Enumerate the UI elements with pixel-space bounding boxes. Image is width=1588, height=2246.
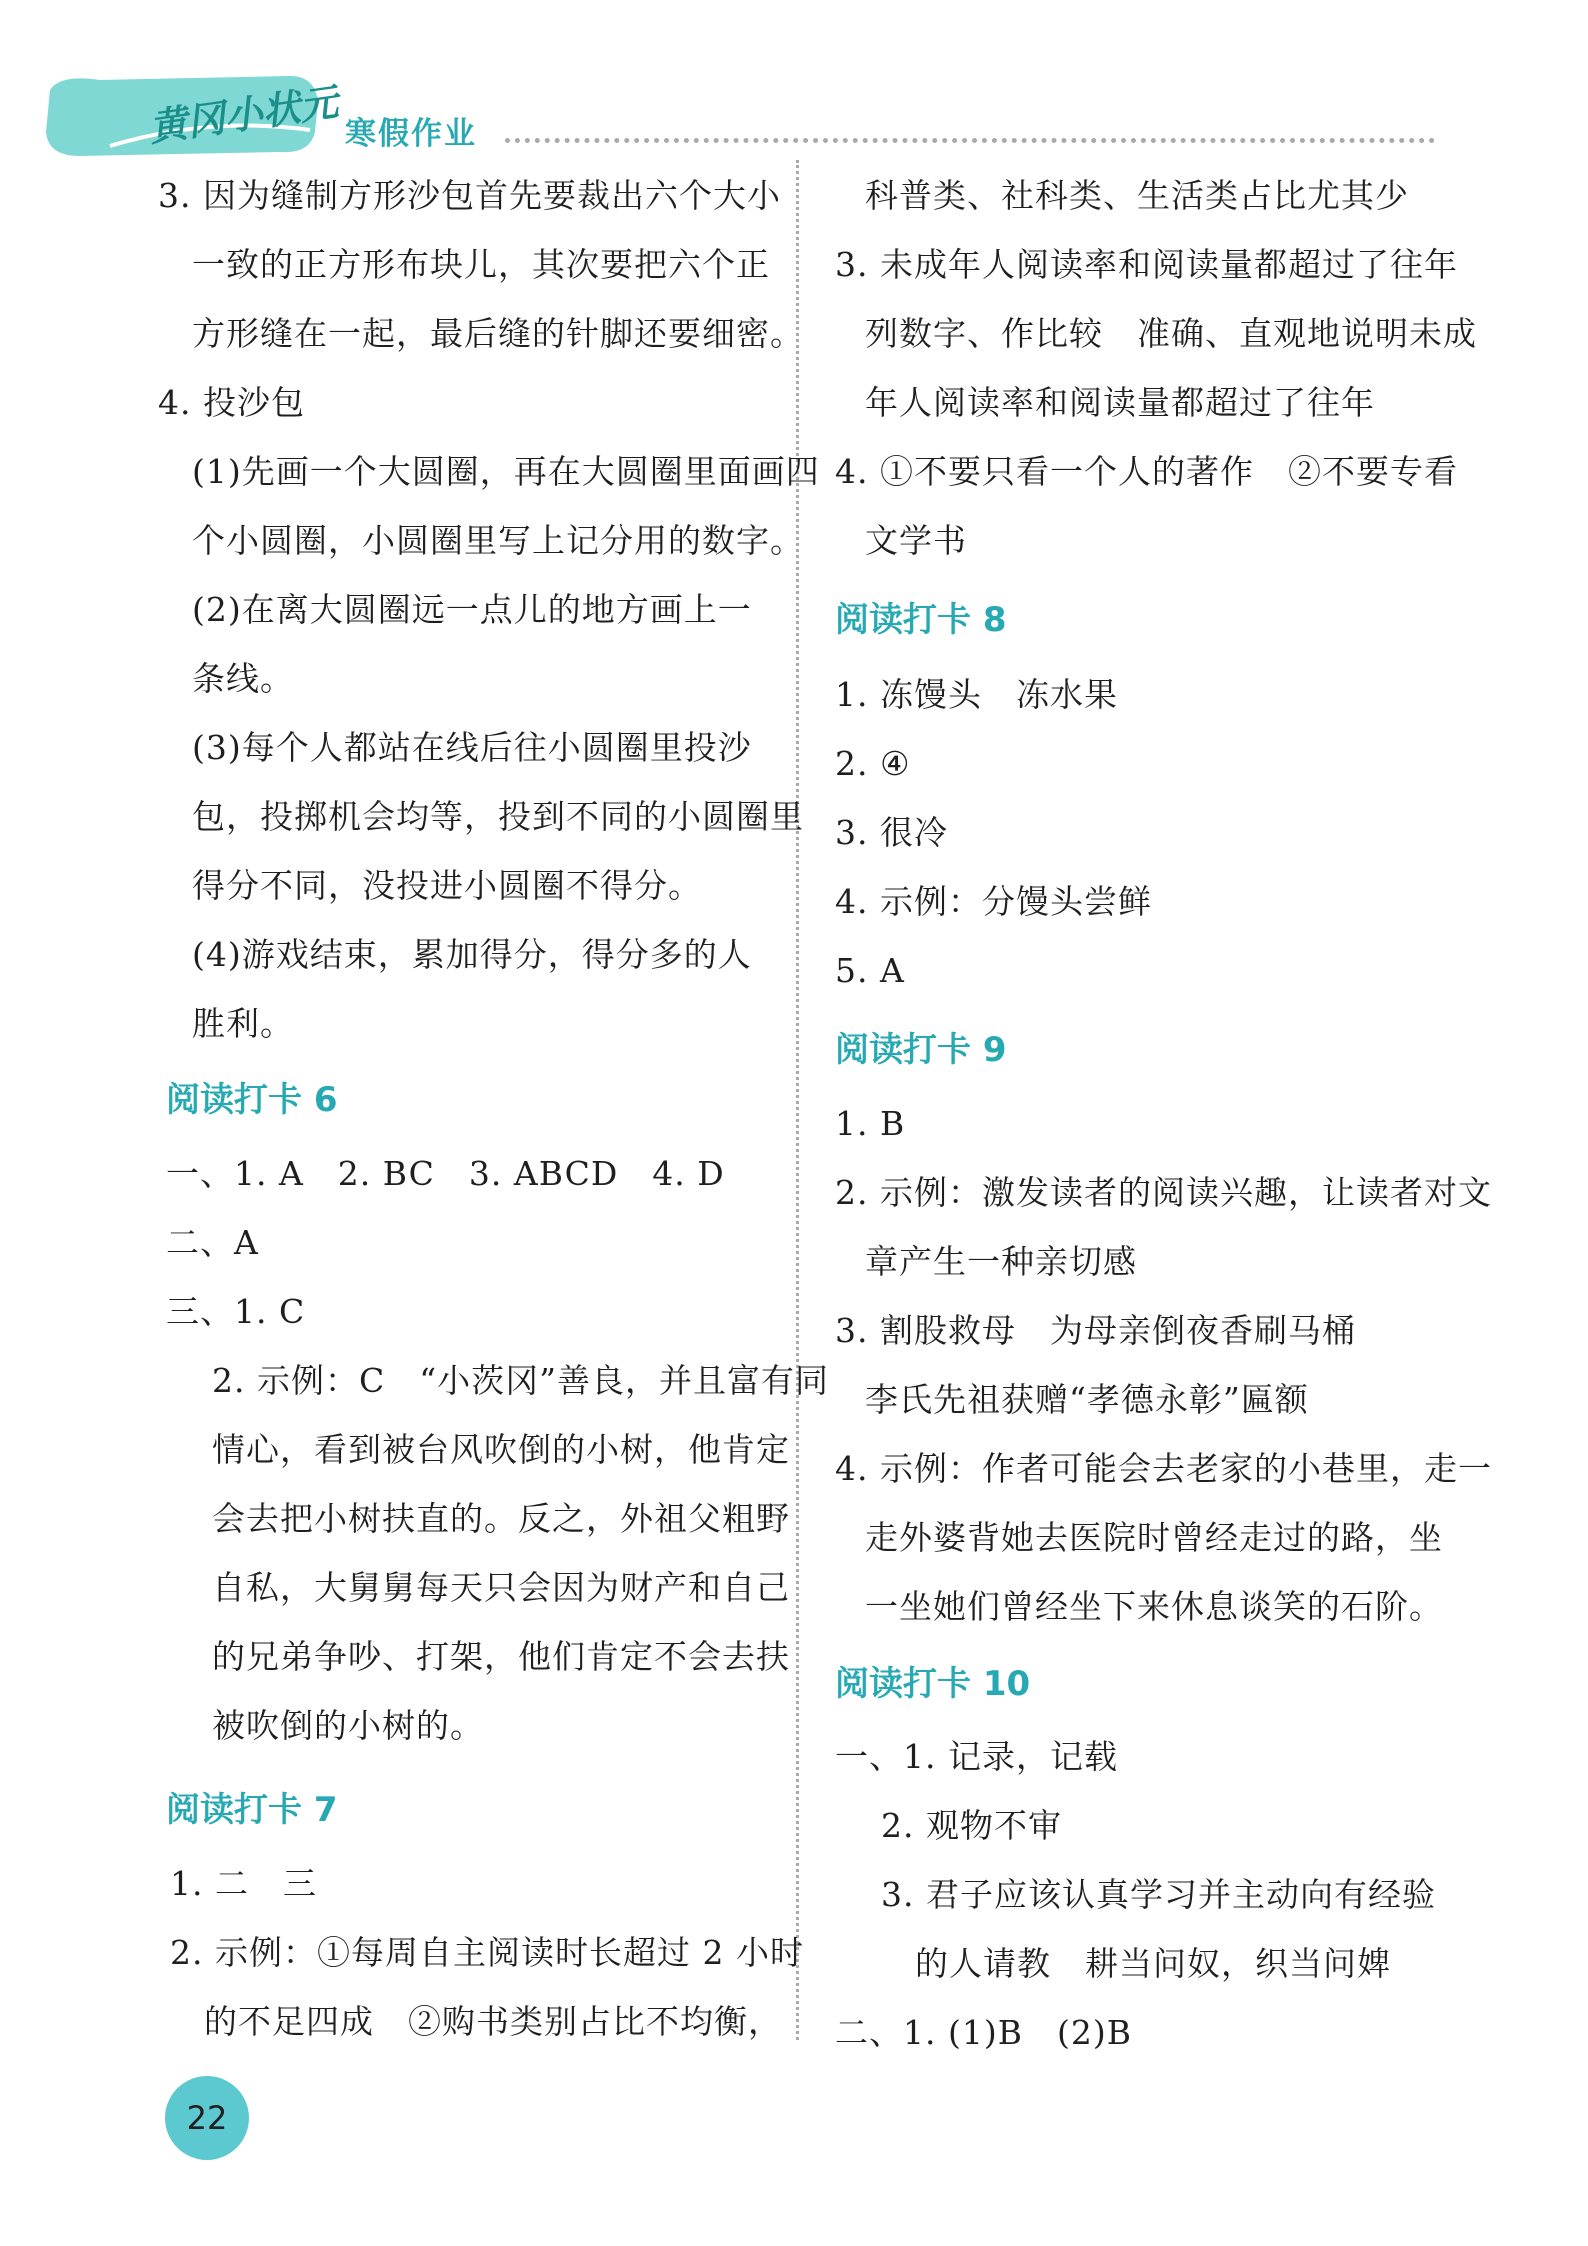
- text-line: 3. 未成年人阅读率和阅读量都超过了往年: [835, 245, 1458, 284]
- text-line: 2. ④: [835, 744, 911, 783]
- section-heading-6: 阅读打卡 6: [166, 1080, 338, 1120]
- text-line: 一致的正方形布块儿，其次要把六个正: [192, 245, 770, 284]
- logo-text: 黄冈小状元: [146, 79, 341, 150]
- text-line: 3. 很冷: [835, 813, 948, 852]
- text-line: 2. 示例：①每周自主阅读时长超过 2 小时: [170, 1933, 804, 1972]
- text-line: 一坐她们曾经坐下来休息谈笑的石阶。: [865, 1587, 1443, 1626]
- text-line: 包，投掷机会均等，投到不同的小圆圈里: [192, 797, 804, 836]
- text-line: 二、1. (1)B (2)B: [835, 2013, 1132, 2052]
- text-line: 会去把小树扶直的。反之，外祖父粗野: [212, 1499, 790, 1538]
- text-line: 情心，看到被台风吹倒的小树，他肯定: [212, 1430, 790, 1469]
- text-line: 二、A: [166, 1223, 259, 1262]
- text-line: 的不足四成 ②购书类别占比不均衡，: [204, 2002, 782, 2041]
- text-line: 章产生一种亲切感: [865, 1242, 1137, 1281]
- text-line: 3. 因为缝制方形沙包首先要裁出六个大小: [158, 176, 781, 215]
- text-line: 1. 二 三: [170, 1864, 317, 1903]
- section-heading-7: 阅读打卡 7: [166, 1790, 338, 1830]
- text-line: 走外婆背她去医院时曾经走过的路，坐: [865, 1518, 1443, 1557]
- text-line: 李氏先祖获赠“孝德永彰”匾额: [865, 1380, 1309, 1419]
- text-line: 得分不同，没投进小圆圈不得分。: [192, 866, 702, 905]
- text-line: 科普类、社科类、生活类占比尤其少: [865, 176, 1409, 215]
- text-line: 4. 示例：作者可能会去老家的小巷里，走一: [835, 1449, 1492, 1488]
- text-line: (1)先画一个大圆圈，再在大圆圈里面画四: [192, 452, 820, 491]
- text-line: 三、1. C: [166, 1292, 306, 1331]
- text-line: 个小圆圈，小圆圈里写上记分用的数字。: [192, 521, 804, 560]
- section-heading-8: 阅读打卡 8: [835, 600, 1007, 640]
- text-line: (4)游戏结束，累加得分，得分多的人: [192, 935, 752, 974]
- text-line: 1. B: [835, 1104, 906, 1143]
- section-heading-9: 阅读打卡 9: [835, 1030, 1007, 1070]
- text-line: 4. 示例：分馒头尝鲜: [835, 882, 1152, 921]
- text-line: 被吹倒的小树的。: [212, 1706, 484, 1745]
- text-line: 4. 投沙包: [158, 383, 305, 422]
- section-heading-10: 阅读打卡 10: [835, 1664, 1031, 1704]
- text-line: 文学书: [865, 521, 967, 560]
- text-line: 胜利。: [192, 1004, 294, 1043]
- column-divider: [796, 160, 799, 2040]
- text-line: 2. 示例：激发读者的阅读兴趣，让读者对文: [835, 1173, 1492, 1212]
- text-line: 3. 君子应该认真学习并主动向有经验: [881, 1875, 1436, 1914]
- text-line: 3. 割股救母 为母亲倒夜香刷马桶: [835, 1311, 1356, 1350]
- text-line: 4. ①不要只看一个人的著作 ②不要专看: [835, 452, 1458, 491]
- page-header: [0, 0, 1588, 165]
- text-line: 的人请教 耕当问奴，织当问婢: [915, 1944, 1391, 1983]
- text-line: 一、1. 记录，记载: [835, 1737, 1118, 1776]
- text-line: 一、1. A 2. BC 3. ABCD 4. D: [166, 1154, 725, 1193]
- header-title: 寒假作业: [345, 116, 477, 152]
- header-divider: [505, 138, 1435, 143]
- text-line: 方形缝在一起，最后缝的针脚还要细密。: [192, 314, 804, 353]
- text-line: 自私，大舅舅每天只会因为财产和自己: [212, 1568, 790, 1607]
- text-line: 列数字、作比较 准确、直观地说明未成: [865, 314, 1477, 353]
- text-line: 1. 冻馒头 冻水果: [835, 675, 1118, 714]
- page-number: 22: [165, 2076, 249, 2160]
- text-line: (2)在离大圆圈远一点儿的地方画上一: [192, 590, 752, 629]
- text-line: 2. 示例：C “小茨冈”善良，并且富有同: [212, 1361, 829, 1400]
- text-line: 年人阅读率和阅读量都超过了往年: [865, 383, 1375, 422]
- text-line: (3)每个人都站在线后往小圆圈里投沙: [192, 728, 752, 767]
- text-line: 5. A: [835, 951, 905, 990]
- text-line: 的兄弟争吵、打架，他们肯定不会去扶: [212, 1637, 790, 1676]
- text-line: 2. 观物不审: [881, 1806, 1062, 1845]
- text-line: 条线。: [192, 659, 294, 698]
